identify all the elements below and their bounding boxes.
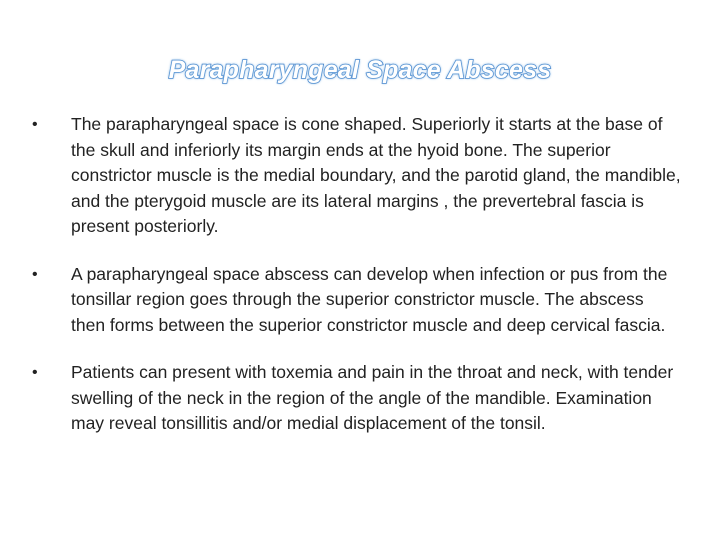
bullet-text: The parapharyngeal space is cone shaped. Superiorly it starts at the base of the skull and inferiorly its margin ends at the hyoid bone. The superior constrictor muscle is the medial boundary, and the parotid gland, the mandible, and the pterygoid muscle are its lateral margins , the prevertebral fascia is present posteriorly.: [71, 114, 681, 236]
bullet-marker: •: [32, 265, 38, 283]
bullet-item-presentation: [32, 360, 682, 437]
slide-title: Parapharyngeal Space Abscess: [168, 56, 552, 84]
bullet-item-development: [32, 262, 682, 339]
bullet-text: A parapharyngeal space abscess can develop when infection or pus from the tonsillar region goes through the superior constrictor muscle. The abscess then forms between the superior constrictor muscle and deep cervical fascia.: [71, 263, 668, 335]
bullet-list: [32, 112, 682, 437]
bullet-item-anatomy: [32, 112, 682, 240]
bullet-marker: •: [32, 364, 38, 381]
bullet-text: Patients can present with toxemia and pain in the throat and neck, with tender swelling of the neck in the region of the angle of the mandible. Examination may reveal tonsillitis and/or medial displacement of the tonsil.: [71, 362, 674, 433]
bullet-marker: •: [32, 116, 38, 133]
